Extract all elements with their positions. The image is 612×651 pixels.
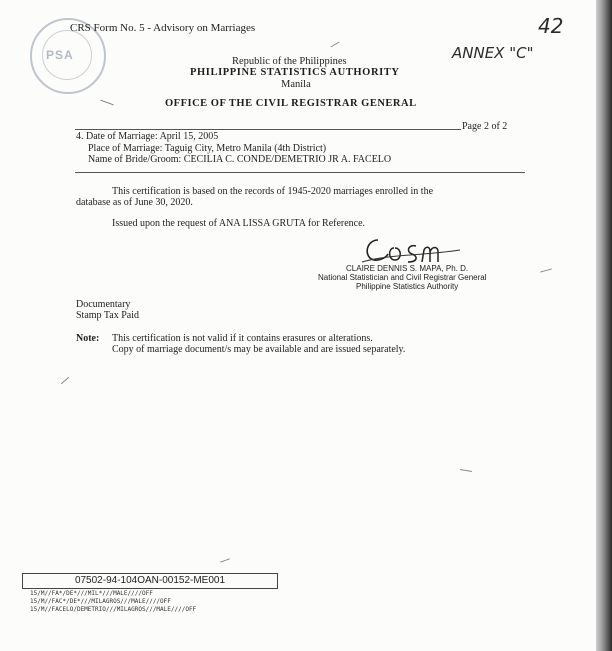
page-edge (596, 0, 612, 651)
marriage-date: 4. Date of Marriage: April 15, 2005 (76, 131, 219, 142)
marriage-place: Place of Marriage: Taguig City, Metro Manila (4th District) (88, 143, 327, 154)
psa-seal-icon: PSA (30, 18, 106, 94)
stray-mark (100, 100, 113, 106)
record-rule (75, 172, 525, 173)
footer-code-line: 15/M//FAC*/DE*///MILAGROS///MALE////OFF (30, 598, 171, 605)
signatory-name: CLAIRE DENNIS S. MAPA, Ph. D. (346, 264, 469, 273)
footer-codes (30, 590, 196, 614)
signatory-title: National Statistician and Civil Registrar General (318, 273, 487, 282)
request-line: Issued upon the request of ANA LISSA GRUTA for Reference. (112, 218, 366, 229)
handwritten-annex: ANNEX "C" (452, 44, 534, 62)
form-label: CRS Form No. 5 - Advisory on Marriages (70, 22, 256, 34)
city-line: Manila (281, 79, 311, 90)
stray-mark (61, 377, 69, 384)
page-number: Page 2 of 2 (462, 121, 508, 132)
republic-line: Republic of the Philippines (232, 56, 347, 67)
signature-icon (360, 232, 470, 266)
certification-line-1: This certification is based on the records of 1945-2020 marriages enrolled in the (112, 186, 434, 197)
stamp-line-1: Documentary (76, 299, 131, 310)
stray-mark (460, 469, 472, 472)
handwritten-number: 42 (538, 14, 564, 38)
note-line-1: This certification is not valid if it contains erasures or alterations. (112, 333, 373, 344)
stray-mark (540, 268, 552, 272)
agency-name: PHILIPPINE STATISTICS AUTHORITY (190, 67, 400, 78)
note-label: Note: (76, 333, 100, 344)
footer-code-line: 15/M//FACELO/DEMETRIO///MILAGROS///MALE////OFF (30, 606, 197, 613)
office-title: OFFICE OF THE CIVIL REGISTRAR GENERAL (165, 98, 417, 109)
note-line-2: Copy of marriage document/s may be available and are issued separately. (112, 344, 406, 355)
top-rule (75, 129, 461, 130)
certification-line-2: database as of June 30, 2020. (76, 197, 193, 208)
signatory-agency: Philippine Statistics Authority (356, 282, 459, 291)
bride-groom-names: Name of Bride/Groom: CECILIA C. CONDE/DEMETRIO JR A. FACELO (88, 154, 392, 165)
control-number: 07502-94-104OAN-00152-ME001 (22, 573, 278, 589)
stray-mark (220, 558, 230, 562)
stamp-line-2: Stamp Tax Paid (76, 310, 140, 321)
footer-code-line: 15/M//FA*/DE*///MIL*///MALE////OFF (30, 590, 153, 597)
stray-mark (330, 42, 339, 48)
